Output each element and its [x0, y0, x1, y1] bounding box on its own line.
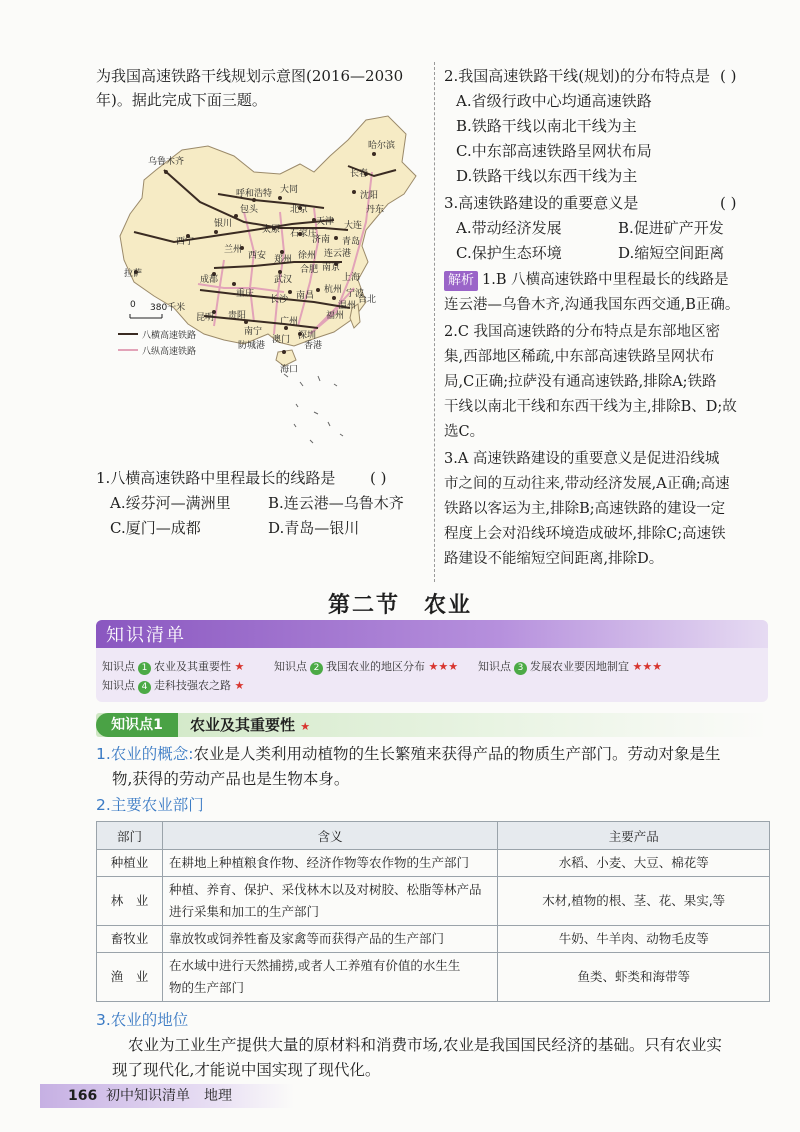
table-header-row	[97, 822, 770, 850]
q2-option-a: A.省级行政中心均通高速铁路	[456, 92, 652, 110]
q1-stem: 1.八横高速铁路中里程最长的线路是	[96, 469, 336, 487]
label-kunming: 昆明	[196, 313, 215, 323]
q3-stem: 3.高速铁路建设的重要意义是	[444, 194, 639, 212]
q1-option-a: A.绥芬河—满洲里	[110, 494, 231, 512]
legend-h-label: 八横高速铁路	[142, 331, 197, 341]
status-heading: 3.农业的地位	[96, 1011, 189, 1029]
label-xuzhou: 徐州	[298, 251, 317, 261]
scale-zero: 0	[130, 300, 136, 310]
page-number: 166	[68, 1088, 98, 1104]
header-dept: 部门	[97, 822, 163, 850]
explanation-1-line-2: 连云港—乌鲁木齐,沟通我国东西交通,B正确。	[444, 297, 740, 313]
table-row	[97, 926, 770, 953]
label-tianjin: 天津	[316, 217, 335, 227]
label-dandong: 丹东	[366, 205, 385, 215]
concept-line-2: 物,获得的劳动产品也是生物本身。	[112, 770, 350, 788]
south-sea-islands	[284, 374, 343, 443]
label-shenzhen: 深圳	[298, 331, 317, 341]
label-shanghai: 上海	[342, 273, 361, 283]
label-changsha: 长沙	[270, 295, 289, 305]
table-row	[97, 850, 770, 877]
book-title: 初中知识清单 地理	[106, 1088, 232, 1104]
label-hohhot: 呼和浩特	[236, 189, 273, 199]
knowledge-list-box	[96, 620, 768, 702]
label-fangchenggang: 防城港	[238, 341, 266, 351]
kp1-tag: 知识点1	[96, 713, 178, 737]
row-product: 鱼类、虾类和海带等	[498, 953, 770, 1002]
label-shijiazhuang: 石家庄	[290, 229, 318, 239]
q1-option-b: B.连云港—乌鲁木齐	[268, 494, 404, 512]
explanation-3-line-5: 路建设不能缩短空间距离,排除D。	[444, 551, 664, 567]
label-hangzhou: 杭州	[324, 285, 343, 295]
row-product: 牛奶、牛羊肉、动物毛皮等	[498, 926, 770, 953]
label-datong: 大同	[280, 185, 299, 195]
explanation-3-line-4: 程度上会对沿线环境造成破坏,排除C;高速铁	[444, 526, 726, 542]
label-jinan: 济南	[312, 235, 331, 245]
label-zhengzhou: 郑州	[274, 255, 293, 265]
kp1-title: 农业及其重要性 ★	[190, 716, 311, 734]
label-urumqi: 乌鲁木齐	[148, 157, 185, 167]
row-product: 木材,植物的根、茎、花、果实,等	[498, 877, 770, 926]
q2-option-b: B.铁路干线以南北干线为主	[456, 117, 637, 135]
label-chongqing: 重庆	[236, 289, 255, 299]
explanation-3-line-2: 市之间的互动往来,带动经济发展,A正确;高速	[444, 476, 730, 492]
label-taiyuan: 太原	[262, 225, 281, 235]
row-dept: 畜牧业	[97, 926, 163, 953]
sectors-heading: 2.主要农业部门	[96, 796, 204, 814]
concept-label: 1.农业的概念:	[96, 745, 194, 763]
row-dept: 种植业	[97, 850, 163, 877]
label-yinchuan: 银川	[214, 219, 233, 229]
knowledge-point-1: 知识点 1 农业及其重要性 ★	[102, 660, 245, 673]
concept-line-1: 1.农业的概念:农业是人类利用动植物的生长繁殖来获得产品的物质生产部门。劳动对象是生	[96, 745, 721, 763]
label-ningbo: 宁波	[346, 289, 365, 299]
label-hefei: 合肥	[300, 265, 319, 275]
label-macau: 澳门	[272, 335, 291, 345]
label-qingdao: 青岛	[342, 237, 361, 247]
q1-option-d: D.青岛—银川	[268, 519, 360, 537]
intro-line-1: 为我国高速铁路干线规划示意图(2016—2030	[96, 67, 404, 85]
label-xining: 西宁	[176, 237, 195, 247]
q2-stem: 2.我国高速铁路干线(规划)的分布特点是	[444, 67, 711, 85]
explanation-2-line-5: 选C。	[444, 424, 485, 440]
knowledge-point-2: 知识点 2 我国农业的地区分布 ★★★	[274, 660, 459, 673]
column-divider	[434, 62, 435, 582]
status-line-2: 现了现代化,才能说中国实现了现代化。	[112, 1061, 381, 1079]
label-lanzhou: 兰州	[224, 245, 243, 255]
label-nanjing: 南京	[322, 263, 341, 273]
label-wuhan: 武汉	[274, 275, 293, 285]
q2-option-c: C.中东部高速铁路呈网状布局	[456, 142, 652, 160]
label-baotou: 包头	[240, 205, 259, 215]
legend-v-label: 八纵高速铁路	[142, 347, 197, 357]
railway-map	[104, 112, 430, 462]
knowledge-list-title: 知识清单	[106, 625, 186, 646]
row-dept: 林 业	[97, 877, 163, 926]
label-taipei: 台北	[358, 295, 377, 305]
explanation-2-line-3: 局,C正确;拉萨没有通高速铁路,排除A;铁路	[444, 374, 717, 390]
label-xian: 西安	[248, 251, 267, 261]
explanation-2-line-1: 2.C 我国高速铁路的分布特点是东部地区密	[444, 324, 721, 340]
label-lianyungang: 连云港	[324, 249, 352, 259]
explanation-2-line-2: 集,西部地区稀疏,中东部高速铁路呈网状布	[444, 349, 715, 365]
header-meaning: 含义	[162, 822, 497, 850]
sectors-table	[96, 821, 770, 1002]
scale-bar	[130, 314, 162, 318]
label-nanning: 南宁	[244, 327, 263, 337]
knowledge-point-4: 知识点 4 走科技强农之路 ★	[102, 679, 245, 692]
label-lhasa: 拉萨	[124, 269, 143, 279]
label-harbin: 哈尔滨	[368, 141, 396, 151]
label-shenyang: 沈阳	[360, 191, 379, 201]
table-row	[97, 877, 770, 926]
q1-option-c: C.厦门—成都	[110, 519, 201, 537]
explanation-3-line-3: 铁路以客运为主,排除B;高速铁路的建设一定	[444, 501, 726, 517]
label-guiyang: 贵阳	[228, 311, 247, 321]
label-wenzhou: 温州	[338, 301, 357, 311]
row-meaning: 种植、养育、保护、采伐林木以及对树胶、松脂等林产品 进行采集和加工的生产部门	[162, 877, 497, 926]
label-chengdu: 成都	[200, 275, 219, 285]
row-meaning: 在耕地上种植粮食作物、经济作物等农作物的生产部门	[162, 850, 497, 877]
intro-line-2: 年)。据此完成下面三题。	[96, 91, 267, 109]
map-legend	[118, 334, 138, 350]
section-title: 第二节 农业	[327, 593, 472, 618]
q1-answer-blank: ( )	[370, 469, 387, 487]
header-product: 主要产品	[498, 822, 770, 850]
label-changchun: 长春	[350, 169, 369, 179]
label-haikou: 海口	[280, 365, 299, 375]
status-line-1: 农业为工业生产提供大量的原材料和消费市场,农业是我国国民经济的基础。只有农业实	[128, 1036, 722, 1054]
q3-option-b: B.促进矿产开发	[618, 219, 724, 237]
row-product: 水稻、小麦、大豆、棉花等	[498, 850, 770, 877]
explanation-2-line-4: 干线以南北干线和东西干线为主,排除B、D;故	[444, 399, 737, 415]
knowledge-point-3: 知识点 3 发展农业要因地制宜 ★★★	[478, 660, 663, 673]
q3-option-a: A.带动经济发展	[456, 219, 562, 237]
hainan-island	[276, 350, 296, 366]
label-fuzhou: 福州	[326, 311, 345, 321]
table-row	[97, 953, 770, 1002]
q3-answer-blank: ( )	[720, 194, 737, 212]
row-meaning: 靠放牧或饲养牲畜及家禽等而获得产品的生产部门	[162, 926, 497, 953]
label-nanchang: 南昌	[296, 291, 315, 301]
row-dept: 渔 业	[97, 953, 163, 1002]
label-dalian: 大连	[344, 221, 363, 231]
q2-option-d: D.铁路干线以东西干线为主	[456, 167, 638, 185]
row-meaning: 在水域中进行天然捕捞,或者人工养殖有价值的水生生 物的生产部门	[162, 953, 497, 1002]
label-beijing: 北京	[290, 205, 309, 215]
label-guangzhou: 广州	[280, 317, 299, 327]
knowledge-list-header	[96, 620, 768, 648]
explanation-1-text: 1.B 八横高速铁路中里程最长的线路是	[482, 272, 729, 288]
scale-label: 380千米	[150, 303, 186, 313]
q3-option-c: C.保护生态环境	[456, 244, 562, 262]
q2-answer-blank: ( )	[720, 67, 737, 85]
explanation-1-line-1	[444, 268, 729, 293]
q3-option-d: D.缩短空间距离	[618, 244, 725, 262]
explanation-tag: 解析	[444, 271, 478, 291]
label-hongkong: 香港	[304, 341, 323, 351]
explanation-3-line-1: 3.A 高速铁路建设的重要意义是促进沿线城	[444, 451, 720, 467]
